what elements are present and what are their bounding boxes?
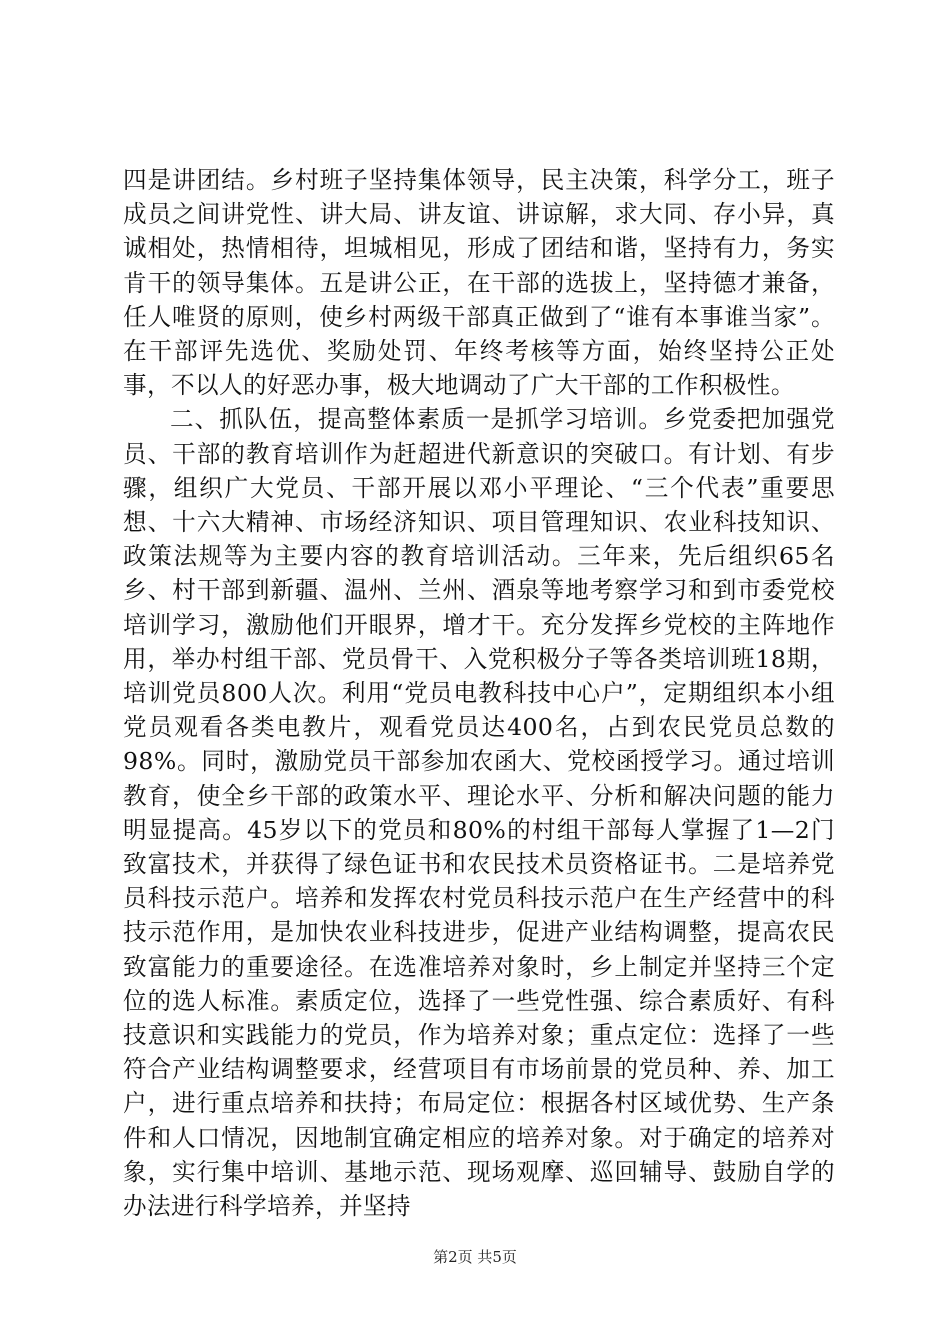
page-number-indicator: 第2页 共5页 bbox=[433, 1248, 517, 1266]
document-body bbox=[123, 163, 835, 1223]
paragraph-unity-fairness: 四是讲团结。乡村班子坚持集体领导，民主决策，科学分工，班子成员之间讲党性、讲大局、讲友谊、讲谅解，求大同、存小异，真诚相处，热情相待，坦城相见，形成了团结和谐，坚持有力，务实肯干的领导集体。五是讲公正，在干部的选拔上，坚持德才兼备，任人唯贤的原则，使乡村两级干部真正做到了“谁有本事谁当家”。在干部评先选优、奖励处罚、年终考核等方面，始终坚持公正处事，不以人的好恶办事，极大地调动了广大干部的工作积极性。 bbox=[123, 166, 835, 400]
paragraph-team-building: 二、抓队伍，提高整体素质一是抓学习培训。乡党委把加强党员、干部的教育培训作为赶超进代新意识的突破口。有计划、有步骤，组织广大党员、干部开展以邓小平理论、“三个代表”重要思想、十六大精神、市场经济知识、项目管理知识、农业科技知识、政策法规等为主要内容的教育培训活动。三年来，先后组织65名乡、村干部到新疆、温州、兰州、酒泉等地考察学习和到市委党校培训学习，激励他们开眼界，增才干。充分发挥乡党校的主阵地作用，举办村组干部、党员骨干、入党积极分子等各类培训班18期，培训党员800人次。利用“党员电教科技中心户”，定期组织本小组党员观看各类电教片，观看党员达400名，占到农民党员总数的98%。同时，激励党员干部参加农函大、党校函授学习。通过培训教育，使全乡干部的政策水平、理论水平、分析和解决问题的能力明显提高。45岁以下的党员和80%的村组干部每人掌握了1—2门致富技术，并获得了绿色证书和农民技术员资格证书。二是培养党员科技示范户。培养和发挥农村党员科技示范户在生产经营中的科技示范作用，是加快农业科技进步，促进产业结构调整，提高农民致富能力的重要途径。在选准培养对象时，乡上制定并坚持三个定位的选人标准。素质定位，选择了一些党性强、综合素质好、有科技意识和实践能力的党员，作为培养对象；重点定位：选择了一些符合产业结构调整要求，经营项目有市场前景的党员种、养、加工户，进行重点培养和扶持；布局定位：根据各村区域优势、生产条件和人口情况，因地制宜确定相应的培养对象。对于确定的培养对象，实行集中培训、基地示范、现场观摩、巡回辅导、鼓励自学的办法进行科学培养，并坚持 bbox=[123, 405, 835, 1221]
page-footer bbox=[0, 1247, 950, 1267]
